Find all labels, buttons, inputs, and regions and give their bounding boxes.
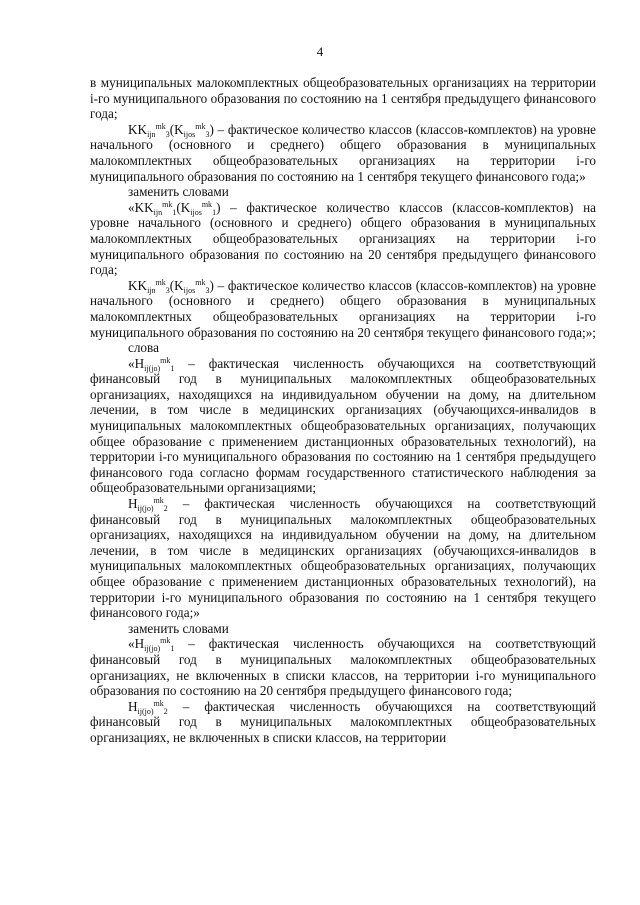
paragraph-10: «$H_{ij(jo)}^{mk}_1$ – фактическая численность обучающихся на соответствующий финансовый год в муниципальных малокомплектных общеобразовательных организациях, не включенных в списки классов, на территории i-го муниципального образования по состоянию на 20 сентября предыдущего финансового года;	[90, 636, 596, 699]
paragraph-7: «$H_{ij(jo)}^{mk}_1$ – фактическая численность обучающихся на соответствующий финансовый год в муниципальных малокомплектных общеобразовательных организациях, находящихся на индивидуальном обучении на дому, на длительном лечении, в том числе в медицинских организациях (обучающихся-инвалидов в муниципальных малокомплектных общеобразовательных организациях, получающих общее образование с применением дистанционных образовательных технологий), на территории i-го муниципального образования по состоянию на 1 сентября предыдущего финансового года согласно формам государственного статистического наблюдения за общеобразовательными организациями;	[90, 355, 596, 496]
paragraph-2: $KK_{ijn}^{mk}_3(K_{ijos}^{mk}_3)$ – фактическое количество классов (классов-комплектов) на уровне начального (основного и среднего) общего образования в муниципальных малокомплектных общеобразовательных организациях на территории i-го муниципального образования по состоянию на 1 сентября текущего финансового года;»	[90, 121, 596, 184]
paragraph-3: заменить словами	[128, 184, 229, 200]
paragraph-4: «$KK_{ijn}^{mk}_1(K_{ijos}^{mk}_1)$ – фактическое количество классов (классов-комплектов) на уровне начального (основного и среднего) общего образования в муниципальных малокомплектных общеобразовательных организациях на территории i-го муниципального образования по состоянию на 20 сентября предыдущего финансового года;	[90, 199, 596, 278]
page-body	[90, 75, 596, 746]
paragraph-6: слова	[128, 340, 159, 356]
paragraph-8: $H_{ij(jo)}^{mk}_2$ – фактическая численность обучающихся на соответствующий финансовый год в муниципальных малокомплектных общеобразовательных организациях, находящихся на индивидуальном обучении на дому, на длительном лечении, в том числе в медицинских организациях (обучающихся-инвалидов в муниципальных малокомплектных общеобразовательных организациях, получающих общее образование с применением дистанционных образовательных технологий), на территории i-го муниципального образования по состоянию на 1 сентября текущего финансового года;»	[90, 496, 596, 621]
paragraph-5: $KK_{ijn}^{mk}_3(K_{ijos}^{mk}_3)$ – фактическое количество классов (классов-комплектов) на уровне начального (основного и среднего) общего образования в муниципальных малокомплектных общеобразовательных организациях на территории i-го муниципального образования по состоянию на 20 сентября текущего финансового года;»;	[90, 277, 596, 340]
page-number: 4	[316, 44, 324, 59]
paragraph-9: заменить словами	[128, 620, 229, 636]
paragraph-11: $H_{ij(jo)}^{mk}_2$ – фактическая численность обучающихся на соответствующий финансовый год в муниципальных малокомплектных общеобразовательных организациях, не включенных в списки классов, на территории	[90, 698, 596, 745]
paragraph-1: в муниципальных малокомплектных общеобразовательных организациях на территории i-го муниципального образования по состоянию на 1 сентября предыдущего финансового года;	[90, 75, 596, 122]
